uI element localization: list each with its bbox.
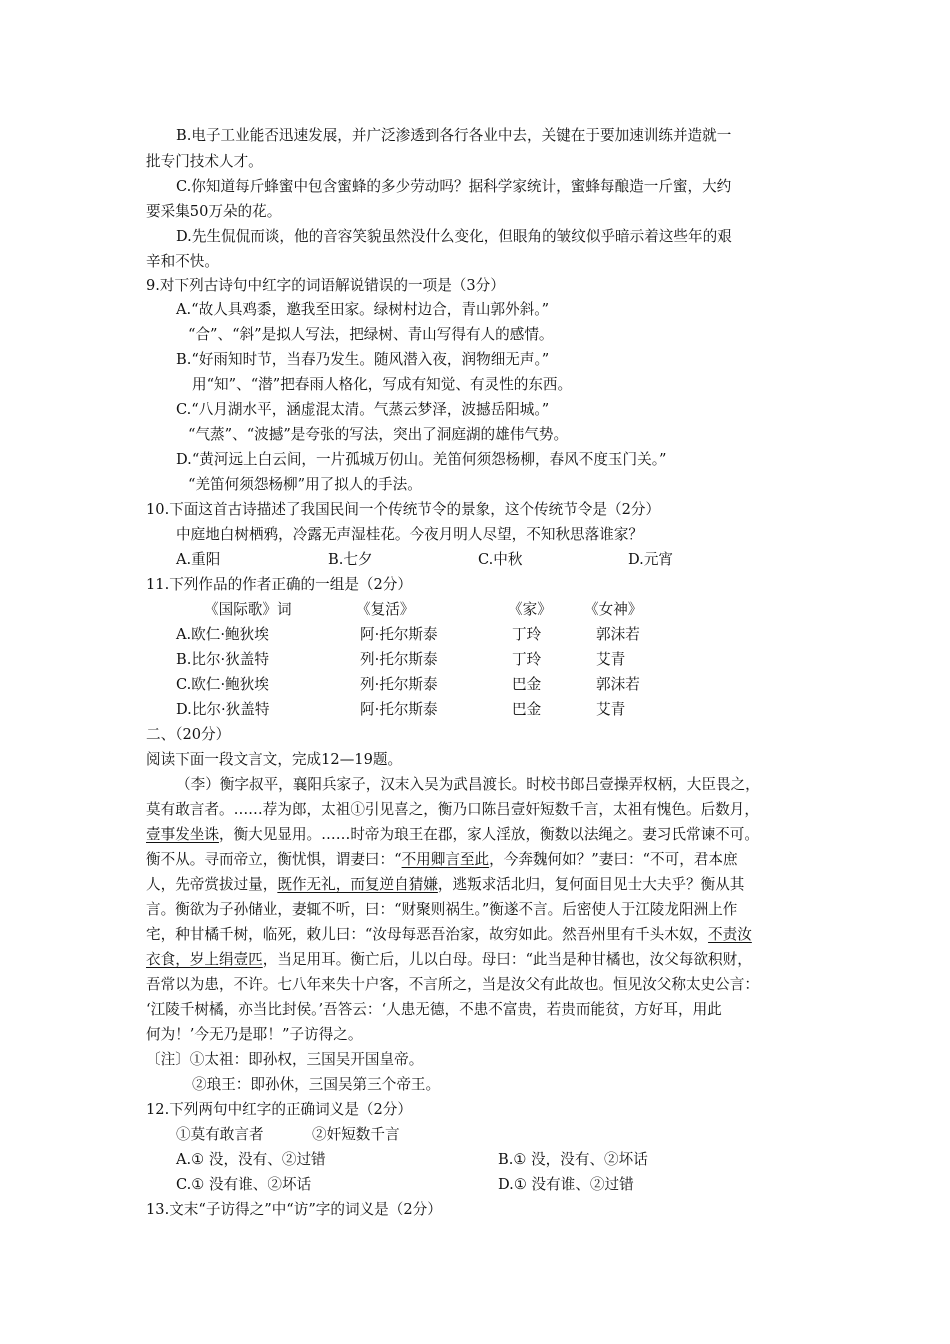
q8-option-b-line2: 批专门技术人才。 — [146, 153, 263, 170]
passage-line: 宅，种甘橘千树，临死，敕儿曰：“汝母每恶吾治家，故穷如此。然吾州里有千头木奴，不责汝 — [146, 926, 752, 943]
section2-intro: 阅读下面一段文言文，完成12—19题。 — [146, 751, 403, 768]
q13-stem: 13.文末“子访得之”中“访”字的词义是（2分） — [146, 1201, 442, 1218]
q11-row-a-col3: 丁玲 — [512, 626, 542, 643]
underlined-phrase: 衣食，岁上绢壹匹 — [146, 951, 263, 968]
q12-item-1: ①莫有敢言者 — [176, 1126, 264, 1143]
q10-option-a: A.重阳 — [176, 551, 221, 568]
q11-row-b-col4: 艾青 — [596, 651, 626, 668]
passage-line: 人，先帝赏拔过量，既作无礼，而复逆自猜嫌，逃叛求活北归，复何面目见士大夫乎？衡从其 — [146, 876, 745, 893]
q10-poem: 中庭地白树栖鸦，冷露无声湿桂花。今夜月明人尽望，不知秋思落谁家？ — [176, 526, 644, 543]
annotation-note-1: 〔注〕①太祖：即孙权，三国吴开国皇帝。 — [146, 1051, 424, 1068]
passage-line: 衣食，岁上绢壹匹，当足用耳。衡亡后，儿以白母。母曰：“此当是种甘橘也，汝父每欲积财， — [146, 951, 752, 968]
q11-row-c-col1: C.欧仁·鲍狄埃 — [176, 676, 269, 693]
q11-header-family: 《家》 — [508, 601, 552, 618]
underlined-phrase: 不用卿言至此 — [401, 851, 490, 868]
q12-option-c: C.① 没有谁、②坏话 — [176, 1176, 312, 1193]
q11-row-c-col4: 郭沫若 — [596, 676, 640, 693]
q11-row-d-col4: 艾青 — [596, 701, 626, 718]
q11-row-b-col1: B.比尔·狄盖特 — [176, 651, 269, 668]
q9-option-d-note: “羌笛何须怨杨柳”用了拟人的手法。 — [188, 476, 422, 493]
q11-row-d-col3: 巴金 — [512, 701, 542, 718]
q11-stem: 11.下列作品的作者正确的一组是（2分） — [146, 576, 412, 593]
q8-option-c-line2: 要采集50万朵的花。 — [146, 203, 282, 220]
q10-option-d: D.元宵 — [628, 551, 674, 568]
q9-option-a-note: “合”、“斜”是拟人写法，把绿树、青山写得有人的感情。 — [188, 326, 554, 343]
passage-line: 衡不从。寻而帝立，衡忧惧，谓妻曰：“不用卿言至此，今奔魏何如？”妻曰：“不可，君本庶 — [146, 851, 738, 868]
section2-heading: 二、（20分） — [146, 726, 231, 743]
annotation-note-2: ②琅王：即孙休，三国吴第三个帝王。 — [192, 1076, 441, 1093]
q11-row-c-col2: 列·托尔斯泰 — [360, 676, 438, 693]
q12-option-d: D.① 没有谁、②过错 — [498, 1176, 634, 1193]
q11-row-b-col2: 列·托尔斯泰 — [360, 651, 438, 668]
q11-row-d-col1: D.比尔·狄盖特 — [176, 701, 270, 718]
q8-option-d-line2: 辛和不快。 — [146, 253, 219, 270]
q10-stem: 10.下面这首古诗描述了我国民间一个传统节令的景象，这个传统节令是（2分） — [146, 501, 661, 518]
q9-stem: 9.对下列古诗句中红字的词语解说错误的一项是（3分） — [146, 277, 505, 294]
q8-option-b-line1: B.电子工业能否迅速发展，并广泛渗透到各行各业中去，关键在于要加速训练并造就一 — [176, 127, 732, 144]
passage-line: 吾常以为患，不许。七八年来失十户客，不言所之，当是汝父有此故也。恒见汝父称太史公言： — [146, 976, 759, 993]
underlined-phrase: 既作无礼，而复逆自猜嫌 — [277, 876, 438, 893]
q10-option-b: B.七夕 — [328, 551, 373, 568]
q9-option-d-poem: D.“黄河远上白云间，一片孤城万仞山。羌笛何须怨杨柳，春风不度玉门关。” — [176, 451, 667, 468]
q12-stem: 12.下列两句中红字的正确词义是（2分） — [146, 1101, 412, 1118]
q11-row-a-col4: 郭沫若 — [596, 626, 640, 643]
q12-item-2: ②奸短数千言 — [312, 1126, 400, 1143]
q11-row-a-col1: A.欧仁·鲍狄埃 — [176, 626, 269, 643]
q11-row-c-col3: 巴金 — [512, 676, 542, 693]
passage-line: ‘江陵千树橘，亦当比封侯。’吾答云：‘人患无德，不患不富贵，若贵而能贫，方好耳，用此 — [146, 1001, 722, 1018]
q11-header-goddess: 《女神》 — [584, 601, 643, 618]
passage-line: （李）衡字叔平，襄阳兵家子，汉末入吴为武昌渡长。时校书郎吕壹操弄权柄，大臣畏之， — [176, 776, 760, 793]
q12-option-a: A.① 没，没有、②过错 — [176, 1151, 326, 1168]
q8-option-d-line1: D.先生侃侃而谈，他的音容笑貌虽然没什么变化，但眼角的皱纹似乎暗示着这些年的艰 — [176, 228, 732, 245]
passage-line: 何为！’今无乃是耶！”子访得之。 — [146, 1026, 363, 1043]
underlined-phrase: 壹事发坐诛 — [146, 826, 219, 843]
q9-option-c-poem: C.“八月湖水平，涵虚混太清。气蒸云梦泽，波撼岳阳城。” — [176, 401, 550, 418]
passage-line: 言。衡欲为子孙储业，妻辄不听，曰：“财聚则祸生。”衡遂不言。后密使人于江陵龙阳洲上作 — [146, 901, 738, 918]
q11-row-a-col2: 阿·托尔斯泰 — [360, 626, 438, 643]
passage-line: 莫有敢言者。……荐为郎，太祖①引见喜之，衡乃口陈吕壹奸短数千言，太祖有愧色。后数月， — [146, 801, 759, 818]
q10-option-c: C.中秋 — [478, 551, 523, 568]
q12-option-b: B.① 没，没有、②坏话 — [498, 1151, 648, 1168]
q11-row-d-col2: 阿·托尔斯泰 — [360, 701, 438, 718]
q9-option-a-poem: A.“故人具鸡黍，邀我至田家。绿树村边合，青山郭外斜。” — [176, 301, 550, 318]
q11-header-resurrection: 《复活》 — [356, 601, 415, 618]
q9-option-b-note: 用“知”、“潜”把春雨人格化，写成有知觉、有灵性的东西。 — [192, 376, 573, 393]
q11-row-b-col3: 丁玲 — [512, 651, 542, 668]
q11-header-internationale: 《国际歌》词 — [204, 601, 292, 618]
q9-option-b-poem: B.“好雨知时节，当春乃发生。随风潜入夜，润物细无声。” — [176, 351, 550, 368]
q8-option-c-line1: C.你知道每斤蜂蜜中包含蜜蜂的多少劳动吗？据科学家统计，蜜蜂每酿造一斤蜜，大约 — [176, 178, 732, 195]
underlined-phrase: 不责汝 — [708, 926, 752, 943]
q9-option-c-note: “气蒸”、“波撼”是夸张的写法，突出了洞庭湖的雄伟气势。 — [188, 426, 569, 443]
passage-line: 壹事发坐诛，衡大见显用。……时帝为琅王在郡，家人淫放，衡数以法绳之。妻习氏常谏不可。 — [146, 826, 759, 843]
